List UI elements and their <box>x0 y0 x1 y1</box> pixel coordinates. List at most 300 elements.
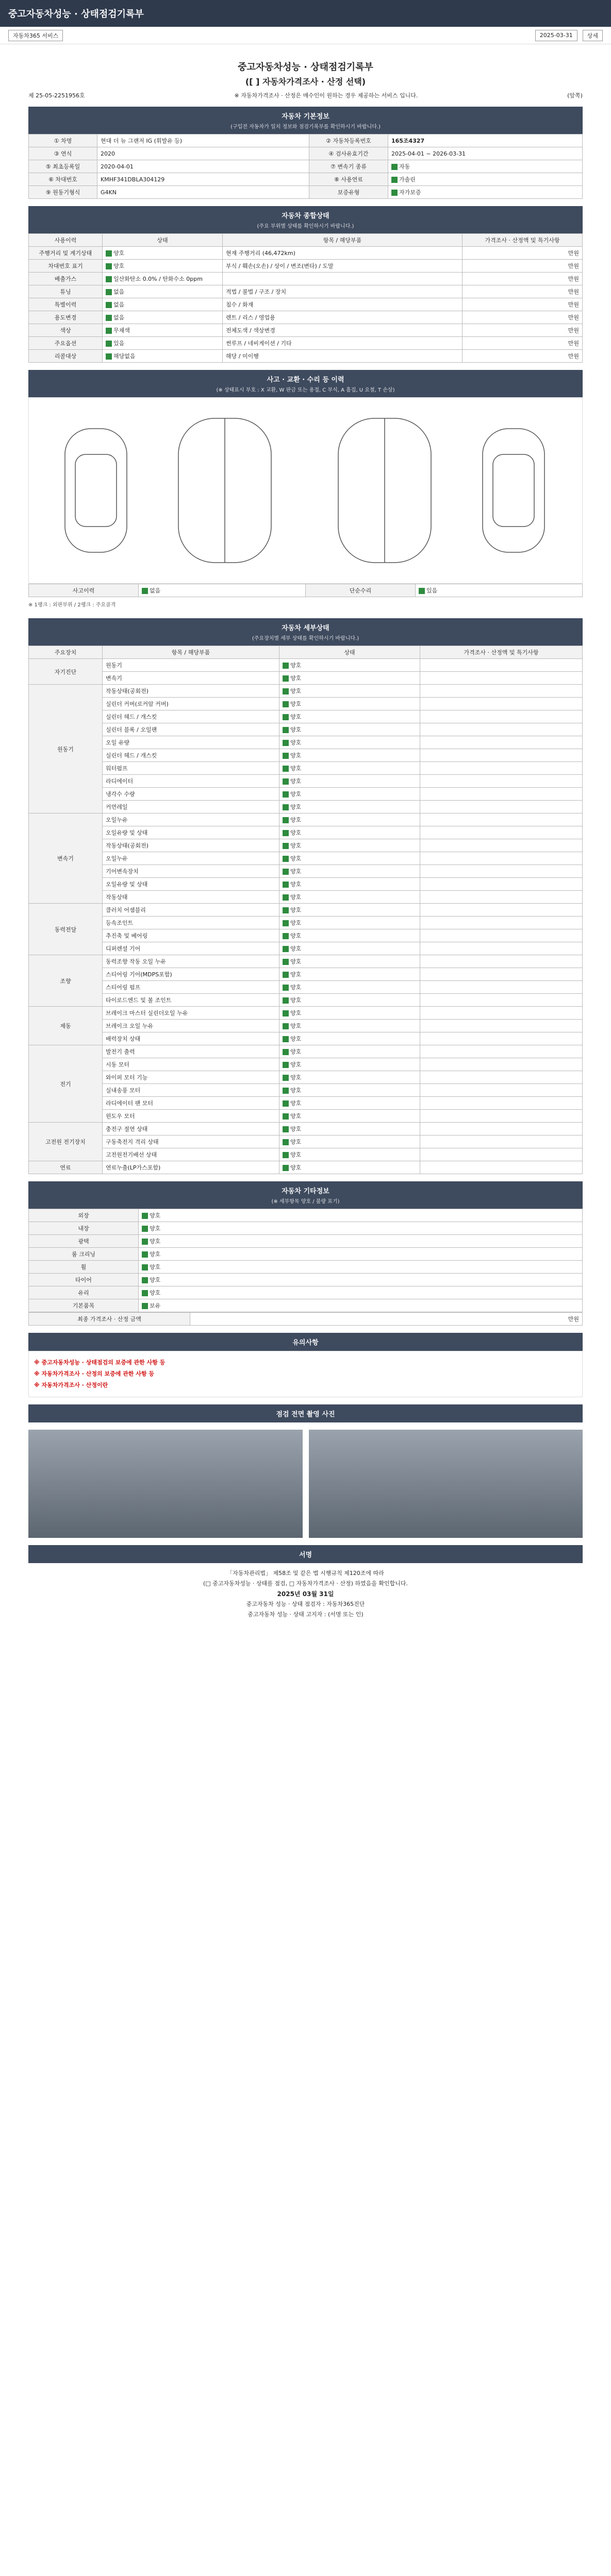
doc-title-sub: ([ ] 자동차가격조사 · 산정 선택) <box>245 77 366 87</box>
doc-title-main: 중고자동차성능 · 상태점검기록부 <box>238 62 373 73</box>
group-label: 조향 <box>29 955 103 1007</box>
row-note: 만원 <box>463 324 583 337</box>
table-row <box>29 710 583 723</box>
doc-page-side: (앞쪽) <box>567 92 583 99</box>
item-label: 워터펌프 <box>103 762 279 775</box>
table-row <box>29 942 583 955</box>
item-note <box>420 917 583 929</box>
check-label: 양호 <box>290 1074 302 1081</box>
group-label: 고전원 전기장치 <box>29 1123 103 1161</box>
item-label: 원동기 <box>103 659 279 672</box>
item-note <box>420 865 583 878</box>
row-label: ① 차명 <box>29 134 97 147</box>
section4-band <box>28 618 583 646</box>
check-label: 일산화탄소 0.0% / 탄화수소 0ppm <box>113 276 203 282</box>
check-label: 양호 <box>290 984 302 991</box>
check-icon <box>142 1303 148 1309</box>
app-header <box>0 0 611 27</box>
table-row <box>29 1123 583 1136</box>
item-note <box>420 1020 583 1032</box>
check-icon <box>283 985 289 991</box>
column-header: 가격조사 · 산정액 및 특기사항 <box>463 234 583 247</box>
check-icon <box>283 1113 289 1120</box>
item-state <box>279 801 420 814</box>
check-label: 양호 <box>290 907 302 913</box>
table-row <box>29 736 583 749</box>
item-label: 클러치 어셈블리 <box>103 904 279 917</box>
column-header: 항목 / 해당부품 <box>103 646 279 659</box>
table-row <box>29 298 583 311</box>
check-label: 양호 <box>290 1100 302 1107</box>
check-label: 양호 <box>290 662 302 669</box>
table-row <box>29 788 583 801</box>
check-label: 양호 <box>290 997 302 1004</box>
group-label: 동력전달 <box>29 904 103 955</box>
check-label: 양호 <box>290 881 302 888</box>
table-row <box>29 285 583 298</box>
signature-block: 「자동차관리법」 제58조 및 같은 법 시행규칙 제120조에 따라 (□ 중고자동차성능 · 상태를 점검, □ 자동차가격조사 · 산정) 하였음을 확인합니다. 2025년 03월 31일 중고자동차 성능 · 상태 점검자 : 자동차365진단 중고자동차 성능 · 상태 고지자 : (서명 또는 인) <box>28 1563 583 1625</box>
table-row <box>29 311 583 324</box>
item-state <box>279 852 420 865</box>
price-unit: 만원 <box>190 1313 583 1326</box>
section2-subtitle: (주요 부위별 상태를 확인하시기 바랍니다.) <box>257 224 354 229</box>
check-icon <box>106 353 112 360</box>
check-icon <box>283 1152 289 1158</box>
check-label: 양호 <box>113 250 125 257</box>
item-label: 디퍼렌셜 기어 <box>103 942 279 955</box>
table-row <box>29 584 583 597</box>
row-label: ⑤ 최초등록일 <box>29 160 97 173</box>
check-icon <box>283 933 289 939</box>
row-label: 룸 크리닝 <box>29 1248 139 1261</box>
table-row <box>29 1110 583 1123</box>
item-label: 오일누유 <box>103 814 279 826</box>
item-note <box>420 775 583 788</box>
row-detail: 렌트 / 리스 / 영업용 <box>223 311 463 324</box>
doc-note: ※ 자동차가격조사 · 산정은 매수인이 원하는 경우 제공하는 서비스 입니다. <box>234 92 418 99</box>
row-value: 2025-04-01 ~ 2026-03-31 <box>388 147 582 160</box>
check-label: 양호 <box>290 1010 302 1016</box>
item-state <box>279 1110 420 1123</box>
notice-heading: ※ 중고자동차성능 · 상태점검의 보증에 관한 사항 등 <box>34 1359 166 1366</box>
item-label: 구동축전지 격리 상태 <box>103 1136 279 1148</box>
table-row <box>29 1058 583 1071</box>
table-row <box>29 1097 583 1110</box>
item-label: 라디에이터 <box>103 775 279 788</box>
table-row <box>29 659 583 672</box>
check-label: 양호 <box>290 1113 302 1120</box>
section1-band <box>28 107 583 134</box>
table-row <box>29 685 583 698</box>
check-label: 양호 <box>290 765 302 772</box>
item-label: 스티어링 펌프 <box>103 981 279 994</box>
check-icon <box>283 997 289 1004</box>
item-label: 변속기 <box>103 672 279 685</box>
section3-title: 사고 · 교환 · 수리 등 이력 <box>267 376 344 384</box>
table-row <box>29 955 583 968</box>
group-label: 전기 <box>29 1045 103 1123</box>
check-label: 양호 <box>290 1036 302 1042</box>
item-label: 윈도우 모터 <box>103 1110 279 1123</box>
other-info-table <box>28 1209 583 1312</box>
item-note <box>420 710 583 723</box>
check-icon <box>283 791 289 798</box>
basic-info-table <box>28 134 583 199</box>
check-label: 양호 <box>290 1126 302 1132</box>
row-label: 유리 <box>29 1286 139 1299</box>
item-label: 연료누출(LP가스포함) <box>103 1161 279 1174</box>
check-icon <box>283 688 289 694</box>
check-icon <box>283 907 289 913</box>
row-detail: 현재 주행거리 (46,472km) <box>223 247 463 260</box>
check-label: 양호 <box>150 1225 161 1232</box>
check-label: 양호 <box>150 1290 161 1296</box>
check-label: 양호 <box>290 791 302 798</box>
group-label: 제동 <box>29 1007 103 1045</box>
item-label: 시동 모터 <box>103 1058 279 1071</box>
item-note <box>420 659 583 672</box>
check-label: 양호 <box>290 804 302 810</box>
check-icon <box>106 289 112 295</box>
check-icon <box>106 302 112 308</box>
table-row <box>29 1313 583 1326</box>
item-note <box>420 1110 583 1123</box>
table-row <box>29 1261 583 1274</box>
item-label: 브레이크 마스터 실린더오일 누유 <box>103 1007 279 1020</box>
item-state <box>279 762 420 775</box>
item-note <box>420 698 583 710</box>
item-note <box>420 839 583 852</box>
row-label: ⑨ 원동기형식 <box>29 186 97 199</box>
item-note <box>420 736 583 749</box>
row-label: ④ 검사유효기간 <box>309 147 388 160</box>
item-note <box>420 1084 583 1097</box>
item-state <box>279 994 420 1007</box>
item-label: 추진축 및 베어링 <box>103 929 279 942</box>
row-note: 만원 <box>463 260 583 273</box>
check-icon <box>283 1036 289 1042</box>
check-label: 양호 <box>290 701 302 707</box>
row-label: ② 자동차등록번호 <box>309 134 388 147</box>
check-icon <box>283 740 289 746</box>
item-state <box>279 1148 420 1161</box>
row-label: ⑥ 차대번호 <box>29 173 97 186</box>
check-label: 양호 <box>290 945 302 952</box>
check-label: 양호 <box>290 739 302 746</box>
notice-heading: ※ 자동차가격조사 · 산정의 보증에 관한 사항 등 <box>34 1370 154 1377</box>
check-label: 양호 <box>290 971 302 978</box>
check-icon <box>283 766 289 772</box>
item-state <box>279 1045 420 1058</box>
check-label: 양호 <box>290 855 302 862</box>
check-icon <box>283 1126 289 1132</box>
detail-tab[interactable]: 상세 <box>583 30 603 41</box>
check-label: 양호 <box>290 958 302 965</box>
table-row <box>29 672 583 685</box>
item-label: 와이퍼 모터 기능 <box>103 1071 279 1084</box>
table-row <box>29 337 583 350</box>
item-note <box>420 994 583 1007</box>
section4-title: 자동차 세부상태 <box>282 624 329 632</box>
check-label: 양호 <box>290 933 302 939</box>
row-note: 만원 <box>463 273 583 285</box>
photos-band <box>28 1404 583 1422</box>
check-label: 양호 <box>290 688 302 694</box>
item-label: 오일유량 및 상태 <box>103 826 279 839</box>
row-value: KMHF341DBLA304129 <box>97 173 309 186</box>
table-row <box>29 904 583 917</box>
row-state <box>103 260 223 273</box>
item-note <box>420 672 583 685</box>
check-icon <box>283 727 289 733</box>
item-label: 냉각수 수량 <box>103 788 279 801</box>
reporter-label: 중고자동차 성능 · 상태 고지자 <box>247 1611 323 1618</box>
table-row <box>29 1286 583 1299</box>
check-label: 양호 <box>150 1264 161 1270</box>
check-icon <box>283 1010 289 1016</box>
row-detail: 전체도색 / 색상변경 <box>223 324 463 337</box>
check-icon <box>283 1023 289 1029</box>
row-state <box>103 311 223 324</box>
item-note <box>420 1136 583 1148</box>
column-header: 사용이력 <box>29 234 103 247</box>
row-value: 2020-04-01 <box>97 160 309 173</box>
doc-subline <box>28 91 583 99</box>
check-label: 양호 <box>290 1087 302 1094</box>
section5-subtitle: (※ 세부항목 양호 / 불량 표기) <box>271 1199 340 1205</box>
check-icon <box>283 920 289 926</box>
overall-status-table <box>28 233 583 363</box>
check-icon <box>142 588 148 594</box>
check-icon <box>283 1075 289 1081</box>
row-state <box>139 1299 583 1312</box>
row-value <box>388 173 582 186</box>
check-icon <box>106 263 112 269</box>
row-value: 2020 <box>97 147 309 160</box>
row-value <box>388 160 582 173</box>
doc-number: 제 25-05-2251956호 <box>28 92 85 99</box>
check-icon <box>283 1062 289 1068</box>
item-state <box>279 659 420 672</box>
table-row <box>29 273 583 285</box>
row-note: 만원 <box>463 285 583 298</box>
item-state <box>279 1020 420 1032</box>
row-note: 만원 <box>463 337 583 350</box>
check-label: 양호 <box>290 1061 302 1068</box>
item-label: 동력조향 작동 오일 누유 <box>103 955 279 968</box>
section2-band <box>28 206 583 233</box>
section2-title: 자동차 종합상태 <box>282 212 329 220</box>
table-row <box>29 147 583 160</box>
signature-line: (□ 중고자동차성능 · 상태를 점검, □ 자동차가격조사 · 산정) 하였음을 확인합니다. <box>203 1580 408 1587</box>
row-state <box>139 1209 583 1222</box>
item-label: 작동상태(공회전) <box>103 685 279 698</box>
table-row <box>29 917 583 929</box>
check-label: 없음 <box>113 314 125 321</box>
table-row <box>29 801 583 814</box>
item-note <box>420 1161 583 1174</box>
doc-title <box>28 44 583 87</box>
column-header: 항목 / 해당부품 <box>223 234 463 247</box>
row-label: 내장 <box>29 1222 139 1235</box>
item-label: 발전기 출력 <box>103 1045 279 1058</box>
item-state <box>279 942 420 955</box>
row-label: 기본품목 <box>29 1299 139 1312</box>
signature-band <box>28 1545 583 1563</box>
table-header-row <box>29 646 583 659</box>
row-value <box>388 186 582 199</box>
item-state <box>279 904 420 917</box>
table-row <box>29 1032 583 1045</box>
row-label: 외장 <box>29 1209 139 1222</box>
item-label: 실린더 헤드 / 개스킷 <box>103 749 279 762</box>
row-detail: 썬루프 / 네비게이션 / 기타 <box>223 337 463 350</box>
row-label: 보증유형 <box>309 186 388 199</box>
section6-title: 유의사항 <box>292 1339 319 1347</box>
check-label: 양호 <box>290 868 302 875</box>
item-label: 커먼레일 <box>103 801 279 814</box>
table-row <box>29 1222 583 1235</box>
check-icon <box>142 1239 148 1245</box>
check-label: 자가보증 <box>399 189 421 196</box>
table-row <box>29 865 583 878</box>
table-row <box>29 1071 583 1084</box>
item-state <box>279 981 420 994</box>
group-label: 원동기 <box>29 685 103 814</box>
item-state <box>279 929 420 942</box>
item-note <box>420 904 583 917</box>
check-icon <box>283 675 289 682</box>
check-icon <box>283 817 289 823</box>
notice-heading: ※ 자동차가격조사 · 산정이란 <box>34 1382 108 1388</box>
check-label: 양호 <box>290 778 302 785</box>
table-row <box>29 839 583 852</box>
company-select[interactable]: 자동차365 서비스 <box>8 30 63 41</box>
item-note <box>420 826 583 839</box>
check-label: 양호 <box>150 1212 161 1219</box>
table-row <box>29 1299 583 1312</box>
check-icon <box>283 843 289 849</box>
item-state <box>279 891 420 904</box>
check-label: 양호 <box>150 1277 161 1283</box>
row-label: 주요옵션 <box>29 337 103 350</box>
section4-subtitle: (주요장치별 세부 상태를 확인하시기 바랍니다.) <box>252 636 359 641</box>
table-row <box>29 1148 583 1161</box>
check-label: 양호 <box>150 1238 161 1245</box>
check-icon <box>283 1139 289 1145</box>
check-icon <box>283 972 289 978</box>
check-icon <box>142 1290 148 1296</box>
item-label: 오일누유 <box>103 852 279 865</box>
row-label: ⑦ 변속기 종류 <box>309 160 388 173</box>
item-note <box>420 749 583 762</box>
signature-title: 서명 <box>299 1551 312 1559</box>
check-label: 양호 <box>290 714 302 720</box>
row-note: 만원 <box>463 247 583 260</box>
item-state <box>279 1071 420 1084</box>
check-icon <box>391 164 398 170</box>
table-row <box>29 723 583 736</box>
check-icon <box>106 276 112 282</box>
item-state <box>279 1136 420 1148</box>
item-label: 고전원전기배선 상태 <box>103 1148 279 1161</box>
check-icon <box>283 946 289 952</box>
row-state <box>139 1274 583 1286</box>
check-icon <box>106 250 112 257</box>
photos-title: 점검 전면 촬영 사진 <box>276 1411 335 1418</box>
row-state <box>103 247 223 260</box>
item-note <box>420 723 583 736</box>
item-note <box>420 878 583 891</box>
check-label: 양호 <box>113 263 125 269</box>
check-label: 자동 <box>399 163 410 170</box>
table-row <box>29 929 583 942</box>
item-state <box>279 788 420 801</box>
item-state <box>279 710 420 723</box>
item-note <box>420 762 583 775</box>
section5-band <box>28 1181 583 1209</box>
row-label: ③ 연식 <box>29 147 97 160</box>
check-icon <box>419 588 425 594</box>
item-label: 실린더 헤드 / 개스킷 <box>103 710 279 723</box>
table-row <box>29 775 583 788</box>
section6-band <box>28 1333 583 1351</box>
item-note <box>420 788 583 801</box>
check-icon <box>283 856 289 862</box>
table-row <box>29 814 583 826</box>
item-label: 등속조인트 <box>103 917 279 929</box>
date-field[interactable]: 2025-03-31 <box>535 30 577 41</box>
accident-table <box>28 584 583 597</box>
check-icon <box>283 882 289 888</box>
item-label: 오일유량 및 상태 <box>103 878 279 891</box>
check-label: 해당없음 <box>113 353 136 360</box>
check-label: 양호 <box>150 1251 161 1258</box>
table-row <box>29 698 583 710</box>
item-state <box>279 1058 420 1071</box>
table-row <box>29 260 583 273</box>
row-detail: 부식 / 훼손(오손) / 상이 / 변조(변타) / 도말 <box>223 260 463 273</box>
item-note <box>420 1071 583 1084</box>
item-note <box>420 1058 583 1071</box>
check-icon <box>283 830 289 836</box>
row-label: 차대번호 표기 <box>29 260 103 273</box>
item-label: 실내송풍 모터 <box>103 1084 279 1097</box>
item-state <box>279 1007 420 1020</box>
check-icon <box>283 714 289 720</box>
row-label: 특별이력 <box>29 298 103 311</box>
item-state <box>279 1161 420 1174</box>
check-icon <box>142 1251 148 1258</box>
check-icon <box>106 315 112 321</box>
notice-box <box>28 1351 583 1397</box>
price-table <box>28 1312 583 1326</box>
check-icon <box>391 190 398 196</box>
item-state <box>279 736 420 749</box>
table-row <box>29 1209 583 1222</box>
check-icon <box>283 959 289 965</box>
column-header: 상태 <box>103 234 223 247</box>
table-row <box>29 878 583 891</box>
row-state <box>103 324 223 337</box>
item-note <box>420 981 583 994</box>
table-row <box>29 247 583 260</box>
check-label: 양호 <box>290 1151 302 1158</box>
item-note <box>420 968 583 981</box>
item-label: 라디에이터 팬 모터 <box>103 1097 279 1110</box>
section1-title: 자동차 기본정보 <box>282 113 329 121</box>
item-label: 스티어링 기어(MDPS포함) <box>103 968 279 981</box>
